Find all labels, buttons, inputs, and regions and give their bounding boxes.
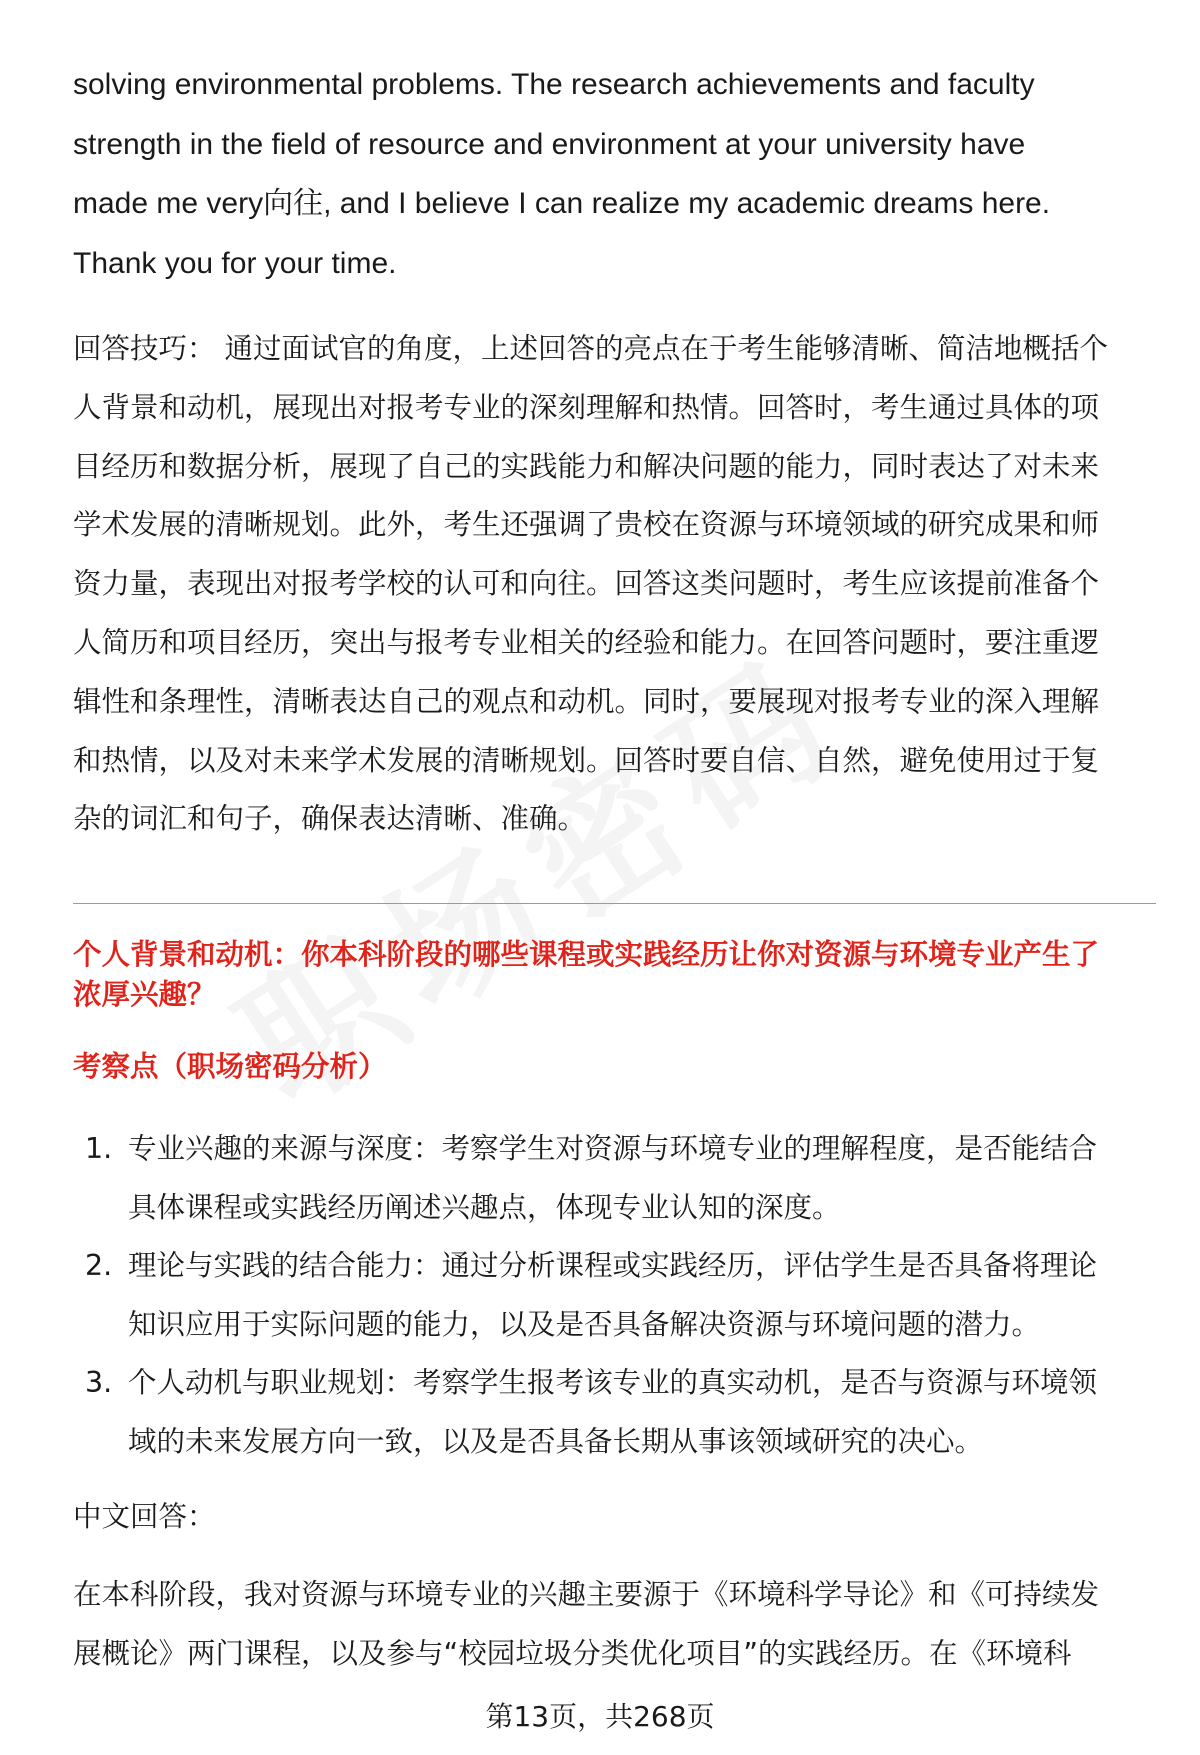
list-item [73, 1237, 1153, 1354]
chinese-answer-label: 中文回答： [73, 1500, 216, 1533]
answer-tips-line: 目经历和数据分析，展现了自己的实践能力和解决问题的能力，同时表达了对未来 [73, 449, 1100, 483]
exam-points-heading: 考察点（职场密码分析） [73, 1050, 387, 1083]
list-item-line: 域的未来发展方向一致，以及是否具备长期从事该领域研究的决心。 [128, 1424, 984, 1458]
english-answer-line: Thank you for your time. [73, 246, 397, 280]
answer-tips-paragraph [73, 320, 1153, 849]
english-answer-line: made me very向往, and I believe I can realize my academic dreams here. [73, 187, 1051, 220]
english-answer-line: strength in the field of resource and environment at your university have [73, 127, 1026, 161]
list-item-line: 知识应用于实际问题的能力，以及是否具备解决资源与环境问题的潜力。 [128, 1307, 1041, 1341]
list-item-line: 具体课程或实践经历阐述兴趣点，体现专业认知的深度。 [128, 1190, 841, 1224]
list-item-line: 理论与实践的结合能力：通过分析课程或实践经历，评估学生是否具备将理论 [128, 1249, 1098, 1282]
list-item [73, 1120, 1153, 1237]
list-item-line: 专业兴趣的来源与深度：考察学生对资源与环境专业的理解程度，是否能结合 [128, 1132, 1098, 1165]
answer-tips-line: 人背景和动机，展现出对报考专业的深刻理解和热情。回答时，考生通过具体的项 [73, 390, 1100, 424]
page-number: 第13页，共268页 [485, 1700, 715, 1733]
answer-tips-line: 学术发展的清晰规划。此外，考生还强调了贵校在资源与环境领域的研究成果和师 [73, 508, 1100, 542]
question-line: 浓厚兴趣？ [73, 978, 216, 1011]
english-answer-paragraph [73, 55, 1153, 293]
answer-tips-line: 资力量，表现出对报考学校的认可和向往。回答这类问题时，考生应该提前准备个 [73, 567, 1100, 601]
chinese-answer-line: 在本科阶段，我对资源与环境专业的兴趣主要源于《环境科学导论》和《可持续发 [73, 1578, 1100, 1611]
list-item-number: 3. [85, 1366, 113, 1399]
answer-tips-line: 杂的词汇和句子，确保表达清晰、准确。 [73, 802, 587, 836]
answer-tips-line: 和热情，以及对未来学术发展的清晰规划。回答时要自信、自然，避免使用过于复 [73, 743, 1100, 777]
answer-tips-line: 回答技巧： 通过面试官的角度，上述回答的亮点在于考生能够清晰、简洁地概括个 [73, 332, 1109, 365]
chinese-answer-paragraph [73, 1566, 1153, 1683]
exam-points-list [73, 1120, 1153, 1471]
list-item [73, 1354, 1153, 1471]
list-item-number: 1. [85, 1132, 113, 1165]
list-item-line: 个人动机与职业规划：考察学生报考该专业的真实动机，是否与资源与环境领 [128, 1366, 1098, 1399]
section-divider [73, 903, 1156, 904]
question-heading [73, 935, 1153, 1015]
chinese-answer-line: 展概论》两门课程，以及参与“校园垃圾分类优化项目”的实践经历。在《环境科 [73, 1636, 1072, 1670]
english-answer-line: solving environmental problems. The research achievements and faculty [73, 68, 1035, 101]
answer-tips-line: 辑性和条理性，清晰表达自己的观点和动机。同时，要展现对报考专业的深入理解 [73, 684, 1100, 718]
answer-tips-line: 人简历和项目经历，突出与报考专业相关的经验和能力。在回答问题时，要注重逻 [73, 625, 1100, 659]
list-item-number: 2. [85, 1249, 113, 1282]
question-line: 个人背景和动机：你本科阶段的哪些课程或实践经历让你对资源与环境专业产生了 [73, 938, 1100, 971]
